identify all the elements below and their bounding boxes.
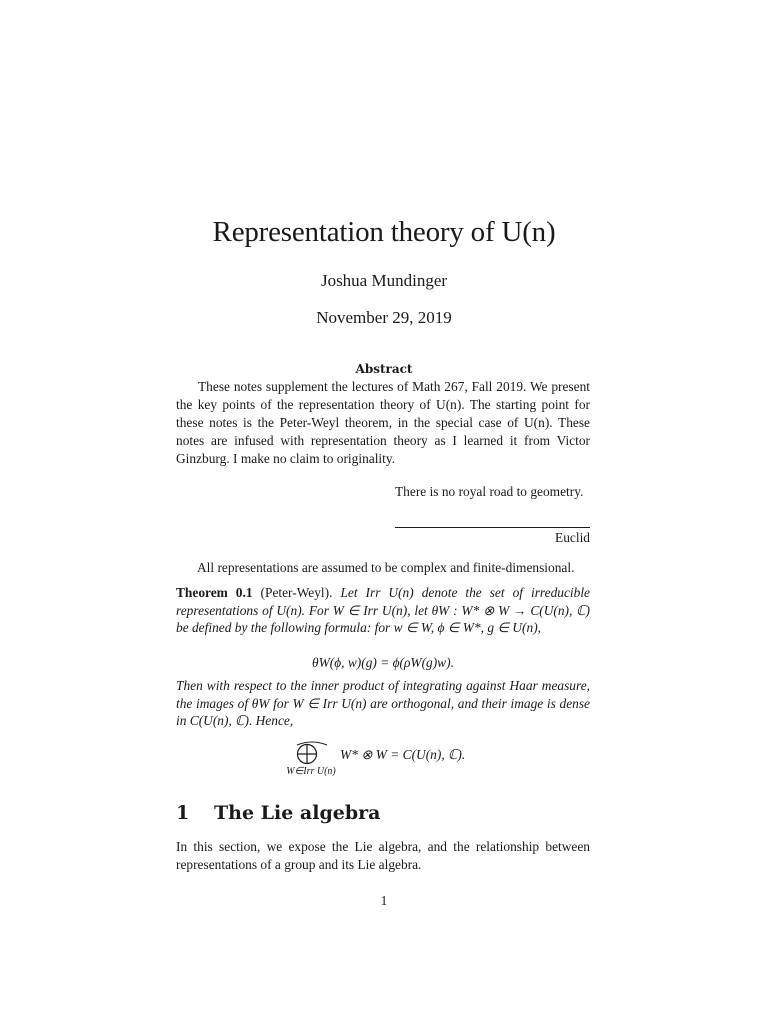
epigraph-quote: There is no royal road to geometry. xyxy=(395,484,584,499)
direct-sum-subscript: W∈Irr U(n) xyxy=(286,766,336,777)
theorem-formula xyxy=(176,654,590,672)
epigraph-attribution: Euclid xyxy=(555,530,590,545)
theorem-name: (Peter-Weyl). xyxy=(260,585,333,600)
theorem-statement: Let Irr U(n) denote the set of irreducible representations of U(n). For W ∈ Irr U(n), let θW : W* ⊗ W → C(U(n), ℂ) be defined by the following formula: for w ∈ W, ϕ ∈ W*, g ∈ U(n), xyxy=(176,585,590,636)
theorem-conclusion: Then with respect to the inner product of integrating against Haar measure, the images of θW for W ∈ Irr U(n) are orthogonal, and their image is dense in C(U(n), ℂ). Hence, xyxy=(176,678,590,729)
theorem-block xyxy=(176,584,590,637)
publication-date: November 29, 2019 xyxy=(316,308,452,327)
abstract-text: These notes supplement the lectures of Math 267, Fall 2019. We present the key points of the representation theory of U(n). The starting point for these notes is the Peter-Weyl theorem, in the special case of U(n). These notes are infused with representation theory as I learned it from Victor Ginzburg. I make no claim to originality. xyxy=(176,379,590,466)
direct-sum-equation: W* ⊗ W = C(U(n), ℂ). xyxy=(340,747,466,762)
section-title: The Lie algebra xyxy=(214,802,381,824)
formula-text: θW(ϕ, w)(g) = ϕ(ρW(g)w). xyxy=(312,655,454,670)
direct-sum-icon xyxy=(296,743,318,765)
paper-title: Representation theory of U(n) xyxy=(212,216,556,248)
section-heading xyxy=(176,800,380,826)
section-body: In this section, we expose the Lie algebra, and the relationship between representations of a group and its Lie algebra. xyxy=(176,839,590,872)
author-name: Joshua Mundinger xyxy=(320,271,448,290)
abstract-heading: Abstract xyxy=(355,362,413,376)
epigraph-rule xyxy=(395,527,590,528)
page-number: 1 xyxy=(380,893,388,908)
section-number: 1 xyxy=(176,802,190,824)
theorem-label: Theorem 0.1 xyxy=(176,585,253,600)
assumption-text: All representations are assumed to be complex and finite-dimensional. xyxy=(197,560,575,575)
